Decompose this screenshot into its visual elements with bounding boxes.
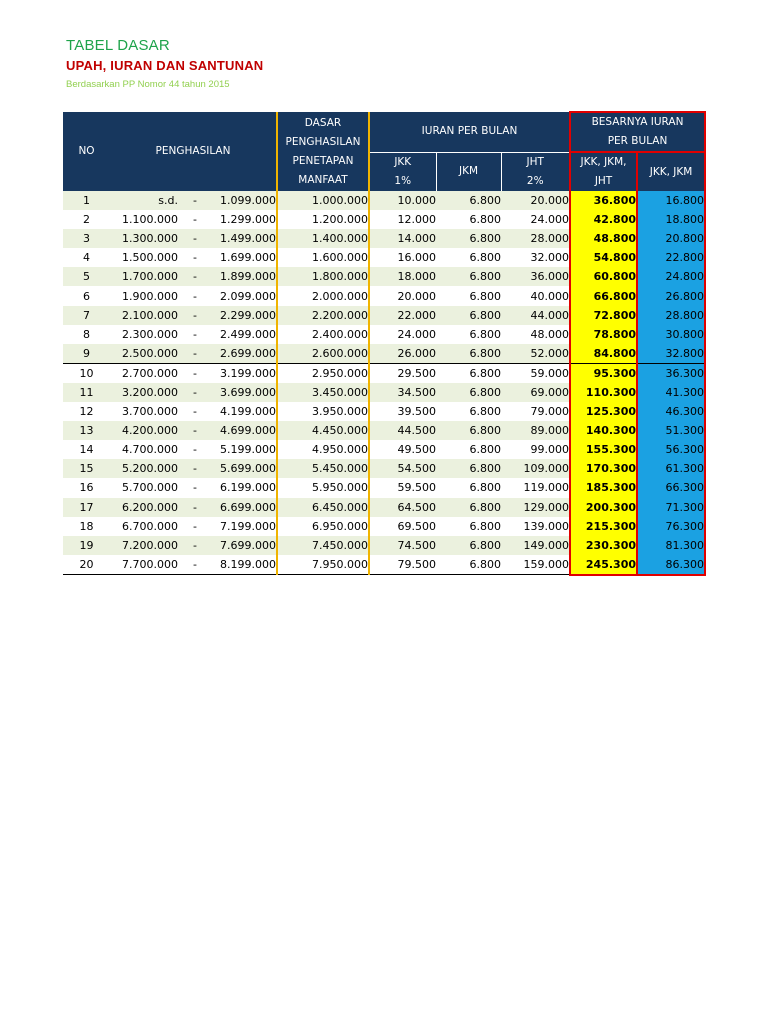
row-income-to-cell: 7.199.000 [212, 517, 277, 536]
table-row [63, 383, 705, 402]
row-total-cell: 54.800 [570, 248, 637, 267]
row-income-from-cell: 1.700.000 [110, 267, 178, 286]
row-dasar-cell: 4.450.000 [277, 421, 369, 440]
row-income-from-cell: 4.200.000 [110, 421, 178, 440]
row-jkk-cell: 69.500 [369, 517, 436, 536]
header-jkk-jkm-jht [570, 152, 637, 191]
row-jht-cell: 24.000 [501, 210, 570, 229]
row-jkm-cell: 6.800 [436, 210, 501, 229]
row-no-cell: 15 [63, 459, 110, 478]
row-jht-cell: 159.000 [501, 555, 570, 575]
row-jkk-cell: 22.000 [369, 306, 436, 325]
row-jkk-jkm-cell: 32.800 [637, 344, 705, 364]
header-no: NO [63, 112, 110, 191]
row-no-cell: 14 [63, 440, 110, 459]
row-income-to-cell: 6.199.000 [212, 478, 277, 497]
row-income-to-cell: 4.699.000 [212, 421, 277, 440]
row-total-cell: 140.300 [570, 421, 637, 440]
page-subtitle: UPAH, IURAN DAN SANTUNAN [66, 58, 264, 73]
row-no-cell: 5 [63, 267, 110, 286]
row-income-dash-cell: - [178, 363, 212, 383]
row-no-cell: 16 [63, 478, 110, 497]
row-income-from-cell: 6.200.000 [110, 498, 178, 517]
header-jht-label: JHT [526, 155, 544, 168]
row-jkk-jkm-cell: 46.300 [637, 402, 705, 421]
row-income-from-cell: 7.200.000 [110, 536, 178, 555]
row-no-cell: 3 [63, 229, 110, 248]
row-income-dash-cell: - [178, 478, 212, 497]
header-jkk-label: JKK [394, 155, 412, 168]
row-income-from-cell: 5.200.000 [110, 459, 178, 478]
table-row [63, 286, 705, 305]
table-body [63, 191, 705, 575]
row-jkk-cell: 20.000 [369, 286, 436, 305]
row-jkk-jkm-cell: 36.300 [637, 363, 705, 383]
row-income-dash-cell: - [178, 498, 212, 517]
table-row [63, 536, 705, 555]
row-income-to-cell: 1.099.000 [212, 191, 277, 210]
row-jkk-cell: 64.500 [369, 498, 436, 517]
row-jkm-cell: 6.800 [436, 421, 501, 440]
table-row [63, 306, 705, 325]
row-no-cell: 6 [63, 286, 110, 305]
row-dasar-cell: 3.950.000 [277, 402, 369, 421]
row-total-cell: 66.800 [570, 286, 637, 305]
row-jht-cell: 52.000 [501, 344, 570, 364]
row-total-cell: 84.800 [570, 344, 637, 364]
row-income-dash-cell: - [178, 229, 212, 248]
row-no-cell: 13 [63, 421, 110, 440]
row-income-dash-cell: - [178, 402, 212, 421]
row-income-dash-cell: - [178, 517, 212, 536]
header-combo-line-2: JHT [594, 175, 613, 187]
row-dasar-cell: 2.400.000 [277, 325, 369, 344]
header-besarnya-line-1: BESARNYA IURAN [591, 116, 684, 128]
page-title: TABEL DASAR [66, 37, 170, 54]
row-jkm-cell: 6.800 [436, 383, 501, 402]
header-besarnya-line-2: PER BULAN [607, 135, 668, 147]
header-dasar-line-1: DASAR [304, 116, 342, 129]
row-income-to-cell: 3.199.000 [212, 363, 277, 383]
row-jkk-cell: 44.500 [369, 421, 436, 440]
row-income-to-cell: 1.699.000 [212, 248, 277, 267]
row-dasar-cell: 1.400.000 [277, 229, 369, 248]
table-row [63, 210, 705, 229]
header-dasar-line-2: PENGHASILAN [285, 135, 361, 148]
row-income-from-cell: s.d. [110, 191, 178, 210]
table-row [63, 517, 705, 536]
row-income-dash-cell: - [178, 536, 212, 555]
row-dasar-cell: 5.950.000 [277, 478, 369, 497]
row-jkm-cell: 6.800 [436, 344, 501, 364]
table-row [63, 267, 705, 286]
table-row [63, 325, 705, 344]
row-total-cell: 42.800 [570, 210, 637, 229]
row-dasar-cell: 4.950.000 [277, 440, 369, 459]
row-total-cell: 230.300 [570, 536, 637, 555]
row-dasar-cell: 2.950.000 [277, 363, 369, 383]
row-jkk-jkm-cell: 81.300 [637, 536, 705, 555]
header-jht-rate: 2% [526, 174, 544, 187]
table-row [63, 498, 705, 517]
header-jkk-jkm: JKK, JKM [637, 152, 705, 191]
table-row [63, 229, 705, 248]
header-jkm: JKM [436, 152, 501, 191]
row-total-cell: 215.300 [570, 517, 637, 536]
row-total-cell: 185.300 [570, 478, 637, 497]
row-income-from-cell: 3.200.000 [110, 383, 178, 402]
row-income-dash-cell: - [178, 344, 212, 364]
row-jkk-cell: 54.500 [369, 459, 436, 478]
row-income-dash-cell: - [178, 325, 212, 344]
row-jkm-cell: 6.800 [436, 191, 501, 210]
regulation-note: Berdasarkan PP Nomor 44 tahun 2015 [66, 79, 230, 90]
row-no-cell: 20 [63, 555, 110, 575]
row-jkm-cell: 6.800 [436, 536, 501, 555]
table-row [63, 421, 705, 440]
row-income-from-cell: 1.100.000 [110, 210, 178, 229]
row-jkk-jkm-cell: 24.800 [637, 267, 705, 286]
row-jht-cell: 59.000 [501, 363, 570, 383]
row-income-from-cell: 1.300.000 [110, 229, 178, 248]
header-dasar-line-4: MANFAAT [298, 173, 348, 186]
row-no-cell: 7 [63, 306, 110, 325]
row-jkm-cell: 6.800 [436, 363, 501, 383]
table-row [63, 191, 705, 210]
row-jkk-jkm-cell: 76.300 [637, 517, 705, 536]
header-penghasilan: PENGHASILAN [110, 112, 277, 191]
contribution-table [63, 111, 706, 576]
table-row [63, 555, 705, 575]
row-no-cell: 8 [63, 325, 110, 344]
row-jkk-cell: 24.000 [369, 325, 436, 344]
row-jkk-jkm-cell: 71.300 [637, 498, 705, 517]
row-jkk-cell: 34.500 [369, 383, 436, 402]
row-jht-cell: 36.000 [501, 267, 570, 286]
row-total-cell: 155.300 [570, 440, 637, 459]
row-income-to-cell: 1.899.000 [212, 267, 277, 286]
row-income-dash-cell: - [178, 191, 212, 210]
row-jkm-cell: 6.800 [436, 440, 501, 459]
row-no-cell: 4 [63, 248, 110, 267]
row-income-to-cell: 4.199.000 [212, 402, 277, 421]
row-dasar-cell: 2.000.000 [277, 286, 369, 305]
row-income-from-cell: 5.700.000 [110, 478, 178, 497]
row-jkk-cell: 18.000 [369, 267, 436, 286]
row-income-to-cell: 5.199.000 [212, 440, 277, 459]
row-dasar-cell: 1.000.000 [277, 191, 369, 210]
row-jkm-cell: 6.800 [436, 498, 501, 517]
row-income-dash-cell: - [178, 306, 212, 325]
row-no-cell: 11 [63, 383, 110, 402]
header-besarnya-iuran [570, 112, 705, 152]
row-jkm-cell: 6.800 [436, 555, 501, 575]
row-jkk-cell: 12.000 [369, 210, 436, 229]
row-jkm-cell: 6.800 [436, 517, 501, 536]
row-total-cell: 60.800 [570, 267, 637, 286]
row-income-to-cell: 5.699.000 [212, 459, 277, 478]
row-total-cell: 95.300 [570, 363, 637, 383]
header-jkk [369, 152, 436, 191]
row-jkk-jkm-cell: 18.800 [637, 210, 705, 229]
row-income-dash-cell: - [178, 421, 212, 440]
table-row [63, 402, 705, 421]
row-income-to-cell: 2.099.000 [212, 286, 277, 305]
row-jkk-jkm-cell: 22.800 [637, 248, 705, 267]
row-jkk-cell: 74.500 [369, 536, 436, 555]
row-jkm-cell: 6.800 [436, 286, 501, 305]
row-no-cell: 12 [63, 402, 110, 421]
row-jkm-cell: 6.800 [436, 229, 501, 248]
header-jkk-rate: 1% [394, 174, 412, 187]
header-jht [501, 152, 570, 191]
table-row [63, 459, 705, 478]
row-income-to-cell: 7.699.000 [212, 536, 277, 555]
row-income-dash-cell: - [178, 267, 212, 286]
row-jkk-cell: 16.000 [369, 248, 436, 267]
row-jkk-jkm-cell: 86.300 [637, 555, 705, 575]
row-income-dash-cell: - [178, 248, 212, 267]
row-jkk-jkm-cell: 30.800 [637, 325, 705, 344]
row-jht-cell: 32.000 [501, 248, 570, 267]
row-income-from-cell: 7.700.000 [110, 555, 178, 575]
row-jkm-cell: 6.800 [436, 402, 501, 421]
row-jht-cell: 99.000 [501, 440, 570, 459]
row-income-to-cell: 2.299.000 [212, 306, 277, 325]
table-row [63, 478, 705, 497]
row-jkk-cell: 59.500 [369, 478, 436, 497]
header-combo-line-1: JKK, JKM, [580, 156, 627, 168]
row-dasar-cell: 3.450.000 [277, 383, 369, 402]
row-no-cell: 1 [63, 191, 110, 210]
row-jkk-cell: 26.000 [369, 344, 436, 364]
row-income-to-cell: 2.699.000 [212, 344, 277, 364]
row-income-from-cell: 4.700.000 [110, 440, 178, 459]
row-total-cell: 72.800 [570, 306, 637, 325]
row-total-cell: 78.800 [570, 325, 637, 344]
row-jkk-jkm-cell: 28.800 [637, 306, 705, 325]
header-iuran-per-bulan: IURAN PER BULAN [369, 112, 570, 152]
row-total-cell: 245.300 [570, 555, 637, 575]
row-no-cell: 19 [63, 536, 110, 555]
table-row [63, 344, 705, 364]
row-no-cell: 18 [63, 517, 110, 536]
row-income-from-cell: 2.500.000 [110, 344, 178, 364]
row-jkm-cell: 6.800 [436, 478, 501, 497]
row-jkm-cell: 6.800 [436, 306, 501, 325]
row-jht-cell: 119.000 [501, 478, 570, 497]
row-income-to-cell: 8.199.000 [212, 555, 277, 575]
row-income-dash-cell: - [178, 440, 212, 459]
row-jht-cell: 149.000 [501, 536, 570, 555]
row-jkm-cell: 6.800 [436, 325, 501, 344]
row-income-from-cell: 6.700.000 [110, 517, 178, 536]
row-jkk-cell: 14.000 [369, 229, 436, 248]
row-dasar-cell: 2.600.000 [277, 344, 369, 364]
row-dasar-cell: 1.600.000 [277, 248, 369, 267]
row-jkk-jkm-cell: 66.300 [637, 478, 705, 497]
row-jht-cell: 44.000 [501, 306, 570, 325]
header-dasar-penghasilan [277, 112, 369, 191]
row-jkk-cell: 79.500 [369, 555, 436, 575]
row-income-dash-cell: - [178, 210, 212, 229]
row-no-cell: 17 [63, 498, 110, 517]
row-jkk-cell: 39.500 [369, 402, 436, 421]
row-income-to-cell: 6.699.000 [212, 498, 277, 517]
header-dasar-line-3: PENETAPAN [292, 154, 354, 167]
table-row [63, 363, 705, 383]
row-jkk-jkm-cell: 26.800 [637, 286, 705, 305]
row-dasar-cell: 1.200.000 [277, 210, 369, 229]
row-jht-cell: 69.000 [501, 383, 570, 402]
row-income-to-cell: 1.299.000 [212, 210, 277, 229]
row-jkk-jkm-cell: 20.800 [637, 229, 705, 248]
row-jht-cell: 139.000 [501, 517, 570, 536]
table-row [63, 440, 705, 459]
row-jht-cell: 89.000 [501, 421, 570, 440]
row-dasar-cell: 1.800.000 [277, 267, 369, 286]
row-income-from-cell: 2.100.000 [110, 306, 178, 325]
row-income-to-cell: 3.699.000 [212, 383, 277, 402]
row-total-cell: 36.800 [570, 191, 637, 210]
row-total-cell: 48.800 [570, 229, 637, 248]
row-income-to-cell: 2.499.000 [212, 325, 277, 344]
row-no-cell: 2 [63, 210, 110, 229]
row-jht-cell: 48.000 [501, 325, 570, 344]
row-total-cell: 110.300 [570, 383, 637, 402]
row-jkk-jkm-cell: 16.800 [637, 191, 705, 210]
row-jkm-cell: 6.800 [436, 267, 501, 286]
row-income-from-cell: 2.700.000 [110, 363, 178, 383]
row-jkk-jkm-cell: 61.300 [637, 459, 705, 478]
row-income-from-cell: 1.900.000 [110, 286, 178, 305]
row-income-from-cell: 3.700.000 [110, 402, 178, 421]
row-total-cell: 200.300 [570, 498, 637, 517]
row-jht-cell: 28.000 [501, 229, 570, 248]
row-jkk-jkm-cell: 51.300 [637, 421, 705, 440]
row-dasar-cell: 7.950.000 [277, 555, 369, 575]
row-dasar-cell: 5.450.000 [277, 459, 369, 478]
row-dasar-cell: 7.450.000 [277, 536, 369, 555]
row-jkm-cell: 6.800 [436, 248, 501, 267]
row-no-cell: 10 [63, 363, 110, 383]
row-income-dash-cell: - [178, 286, 212, 305]
row-jkk-jkm-cell: 56.300 [637, 440, 705, 459]
row-jht-cell: 109.000 [501, 459, 570, 478]
row-no-cell: 9 [63, 344, 110, 364]
row-dasar-cell: 6.950.000 [277, 517, 369, 536]
row-jkm-cell: 6.800 [436, 459, 501, 478]
row-income-to-cell: 1.499.000 [212, 229, 277, 248]
row-jkk-cell: 49.500 [369, 440, 436, 459]
row-jkk-cell: 10.000 [369, 191, 436, 210]
row-income-from-cell: 2.300.000 [110, 325, 178, 344]
row-jkk-jkm-cell: 41.300 [637, 383, 705, 402]
row-jht-cell: 79.000 [501, 402, 570, 421]
row-jkk-cell: 29.500 [369, 363, 436, 383]
row-income-dash-cell: - [178, 383, 212, 402]
row-dasar-cell: 6.450.000 [277, 498, 369, 517]
row-income-dash-cell: - [178, 555, 212, 575]
row-income-dash-cell: - [178, 459, 212, 478]
row-total-cell: 170.300 [570, 459, 637, 478]
row-jht-cell: 40.000 [501, 286, 570, 305]
row-total-cell: 125.300 [570, 402, 637, 421]
row-jht-cell: 129.000 [501, 498, 570, 517]
table-row [63, 248, 705, 267]
row-jht-cell: 20.000 [501, 191, 570, 210]
row-income-from-cell: 1.500.000 [110, 248, 178, 267]
row-dasar-cell: 2.200.000 [277, 306, 369, 325]
